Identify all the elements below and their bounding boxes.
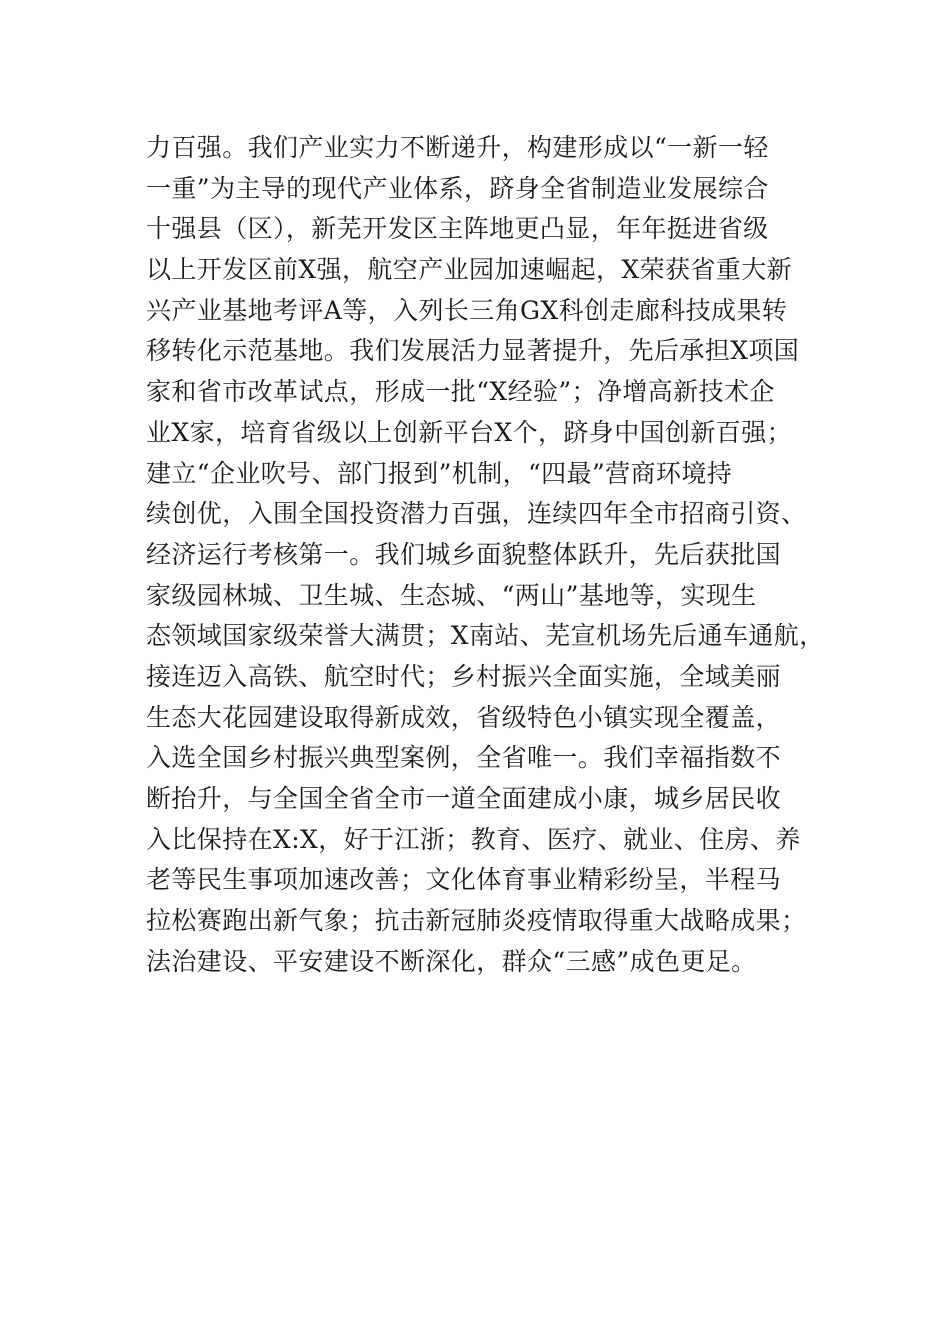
text-line: 断抬升，与全国全省全市一道全面建成小康，城乡居民收	[146, 784, 782, 813]
text-line: 兴产业基地考评A等，入列长三角GX科创走廊科技成果转	[146, 295, 788, 325]
text-line: 一重”为主导的现代产业体系，跻身全省制造业发展综合	[146, 173, 769, 203]
text-line: 力百强。我们产业实力不断递升，构建形成以“一新一轻	[146, 133, 769, 162]
text-line: 以上开发区前X强，航空产业园加速崛起，X荣获省重大新	[146, 255, 792, 285]
text-line: 移转化示范基地。我们发展活力显著提升，先后承担X项国	[146, 336, 800, 366]
text-line: 生态大花园建设取得新成效，省级特色小镇实现全覆盖，	[146, 702, 782, 732]
text-line: 家级园林城、卫生城、生态城、“两山”基地等，实现生	[146, 580, 757, 610]
text-line: 态领域国家级荣誉大满贯；X南站、芜宣机场先后通车通航，	[146, 621, 825, 651]
text-line: 入比保持在X:X，好于江浙；教育、医疗、就业、住房、养	[146, 824, 801, 854]
text-line: 建立“企业吹号、部门报到”机制，“四最”营商环境持	[146, 458, 733, 488]
text-line: 接连迈入高铁、航空时代；乡村振兴全面实施，全域美丽	[146, 661, 782, 691]
text-line: 老等民生事项加速改善；文化体育事业精彩纷呈，半程马	[146, 865, 782, 895]
text-line: 十强县（区），新芜开发区主阵地更凸显，年年挺进省级	[146, 214, 769, 244]
text-line: 业X家，培育省级以上创新平台X个，跻身中国创新百强；	[146, 417, 792, 447]
text-line: 法治建设、平安建设不断深化，群众“三感”成色更足。	[146, 946, 757, 976]
text-line: 经济运行考核第一。我们城乡面貌整体跃升，先后获批国	[146, 539, 782, 569]
body-paragraph	[146, 128, 826, 982]
text-line: 入选全国乡村振兴典型案例，全省唯一。我们幸福指数不	[146, 743, 782, 773]
text-line: 续创优，入围全国投资潜力百强，连续四年全市招商引资、	[146, 499, 807, 529]
text-line: 拉松赛跑出新气象；抗击新冠肺炎疫情取得重大战略成果；	[146, 906, 807, 936]
text-line: 家和省市改革试点，形成一批“X经验”；净增高新技术企	[146, 377, 775, 407]
